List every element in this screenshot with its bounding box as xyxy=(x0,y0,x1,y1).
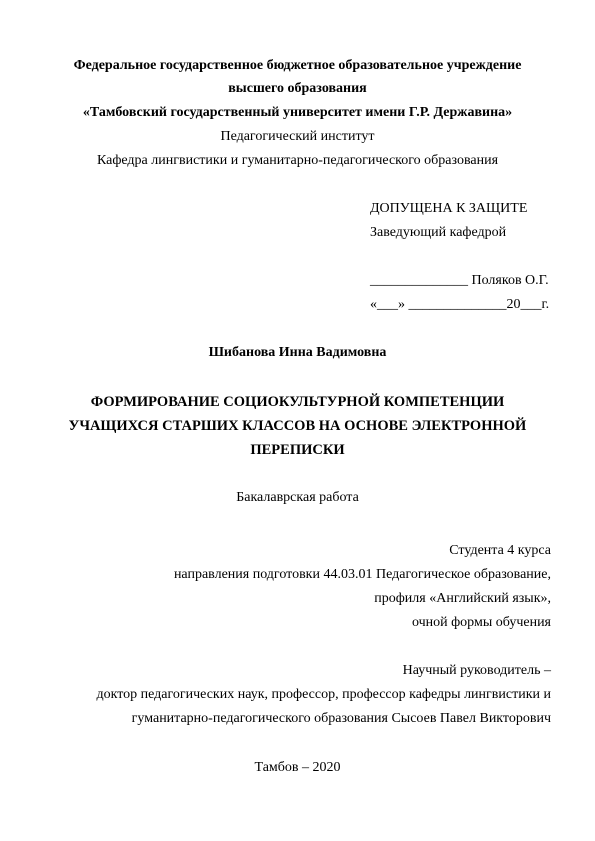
approval-signature-line: ______________ Поляков О.Г. xyxy=(370,273,549,288)
supervisor-credentials-line2: гуманитарно-педагогического образования Сысоев Павел Викторович xyxy=(131,711,551,726)
approval-status: ДОПУЩЕНА К ЗАЩИТЕ xyxy=(370,201,528,216)
header-university-name: «Тамбовский государственный университет имени Г.Р. Державина» xyxy=(82,105,513,120)
approval-date-line: «___» ______________20___г. xyxy=(370,297,550,312)
student-direction: направления подготовки 44.03.01 Педагогическое образование, xyxy=(173,567,551,582)
work-title-line1: ФОРМИРОВАНИЕ СОЦИОКУЛЬТУРНОЙ КОМПЕТЕНЦИИ xyxy=(90,394,505,410)
header-organization-line1: Федеральное государственное бюджетное образовательное учреждение xyxy=(73,58,522,73)
author-name: Шибанова Инна Вадимовна xyxy=(208,345,387,360)
work-type: Бакалаврская работа xyxy=(236,490,359,505)
approval-role: Заведующий кафедрой xyxy=(370,225,507,240)
header-organization-line2: высшего образования xyxy=(228,81,367,96)
student-form: очной формы обучения xyxy=(411,615,551,630)
student-course: Студента 4 курса xyxy=(449,543,551,558)
supervisor-label: Научный руководитель – xyxy=(402,663,551,678)
supervisor-credentials-line1: доктор педагогических наук, профессор, профессор кафедры лингвистики и xyxy=(96,687,551,702)
work-title-line3: ПЕРЕПИСКИ xyxy=(250,442,345,458)
city-year: Тамбов – 2020 xyxy=(254,760,341,775)
work-title-line2: УЧАЩИХСЯ СТАРШИХ КЛАССОВ НА ОСНОВЕ ЭЛЕКТРОННОЙ xyxy=(68,418,527,434)
student-profile: профиля «Английский язык», xyxy=(374,591,551,606)
header-department: Кафедра лингвистики и гуманитарно-педагогического образования xyxy=(96,153,499,168)
header-institute: Педагогический институт xyxy=(220,129,375,144)
